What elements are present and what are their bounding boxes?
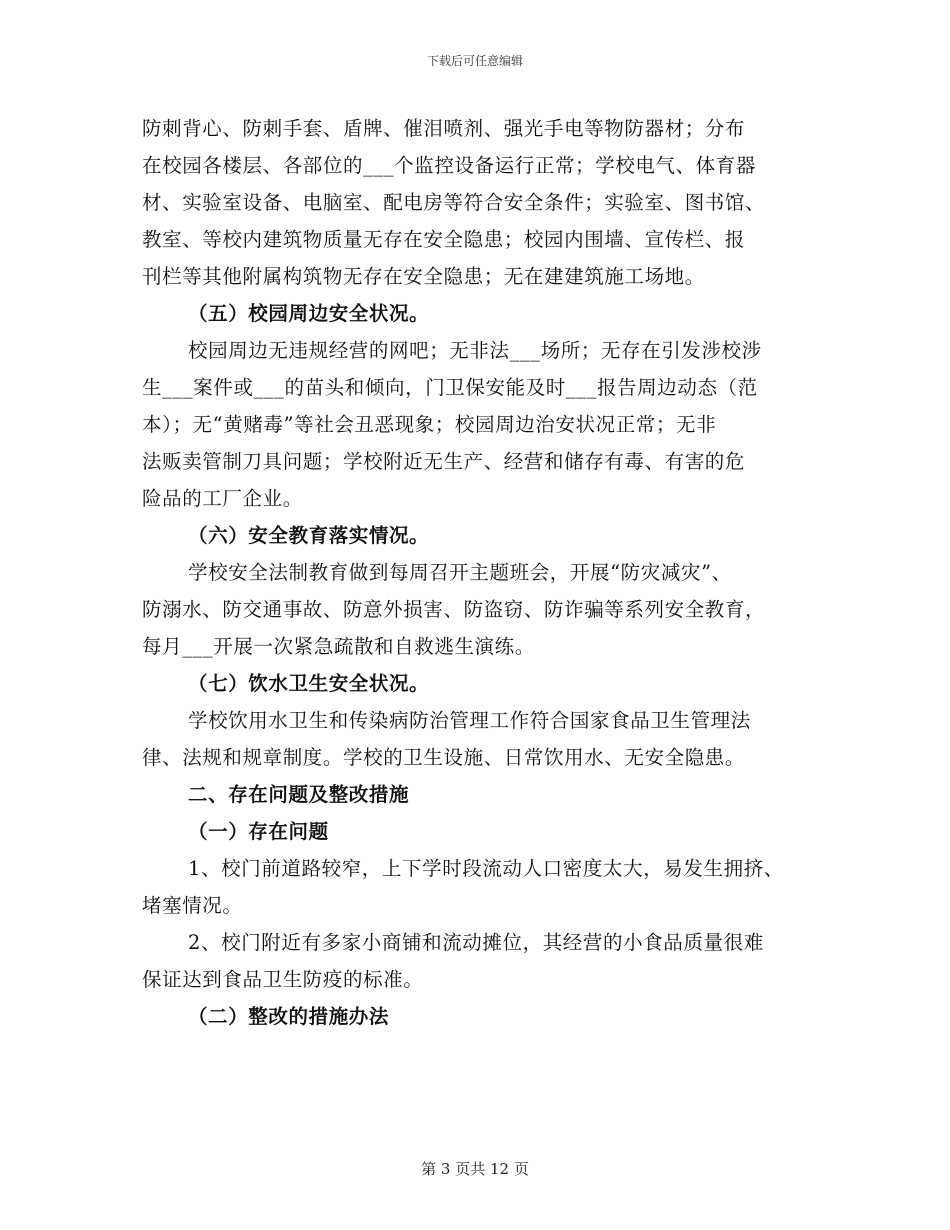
text-line: 险品的工厂企业。	[142, 487, 303, 510]
text-line: 学校安全法制教育做到每周召开主题班会，开展“防灾减灾”、	[188, 561, 732, 584]
text-line: 生___案件或___的苗头和倾向，门卫保安能及时___报告周边动态（范	[142, 376, 758, 399]
section-heading: （七）饮水卫生安全状况。	[188, 672, 430, 695]
text-line: 刊栏等其他附属构筑物无存在安全隐患；无在建建筑施工场地。	[142, 265, 705, 288]
text-line: 2、校门附近有多家小商铺和流动摊位，其经营的小食品质量很难	[188, 931, 764, 954]
text-line: 材、实验室设备、电脑室、配电房等符合安全条件；实验室、图书馆、	[142, 191, 766, 214]
text-line: 每月___开展一次紧急疏散和自救逃生演练。	[142, 635, 535, 658]
page-header: 下载后可任意编辑	[426, 54, 523, 68]
document-body	[142, 110, 812, 1035]
text-line: 堵塞情况。	[142, 894, 243, 917]
page-number-footer: 第 3 页共 12 页	[421, 1160, 529, 1178]
text-line: 1、校门前道路较窄，上下学时段流动人口密度太大，易发生拥挤、	[188, 857, 784, 880]
section-heading: （五）校园周边安全状况。	[188, 302, 430, 325]
section-heading: （六）安全教育落实情况。	[188, 524, 430, 547]
text-line: 教室、等校内建筑物质量无存在安全隐患；校园内围墙、宣传栏、报	[142, 228, 746, 251]
text-line: 防刺背心、防刺手套、盾牌、催泪喷剂、强光手电等物防器材；分布	[142, 117, 746, 140]
text-line: 保证达到食品卫生防疫的标准。	[142, 968, 424, 991]
text-line: 律、法规和规章制度。学校的卫生设施、日常饮用水、无安全隐患。	[142, 746, 746, 769]
section-heading: （一）存在问题	[188, 820, 329, 843]
text-line: 校园周边无违规经营的网吧；无非法___场所；无存在引发涉校涉	[188, 339, 762, 362]
text-line: 本）；无“黄赌毒”等社会丑恶现象；校园周边治安状况正常；无非	[142, 413, 717, 436]
text-line: 学校饮用水卫生和传染病防治管理工作符合国家食品卫生管理法	[188, 709, 751, 732]
text-line: 在校园各楼层、各部位的___个监控设备运行正常；学校电气、体育器	[142, 154, 756, 177]
text-line: 法贩卖管制刀具问题；学校附近无生产、经营和储存有毒、有害的危	[142, 450, 746, 473]
section-heading: 二、存在问题及整改措施	[188, 783, 410, 806]
text-line: 防溺水、防交通事故、防意外损害、防盗窃、防诈骗等系列安全教育，	[142, 598, 766, 621]
section-heading: （二）整改的措施办法	[188, 1005, 390, 1028]
